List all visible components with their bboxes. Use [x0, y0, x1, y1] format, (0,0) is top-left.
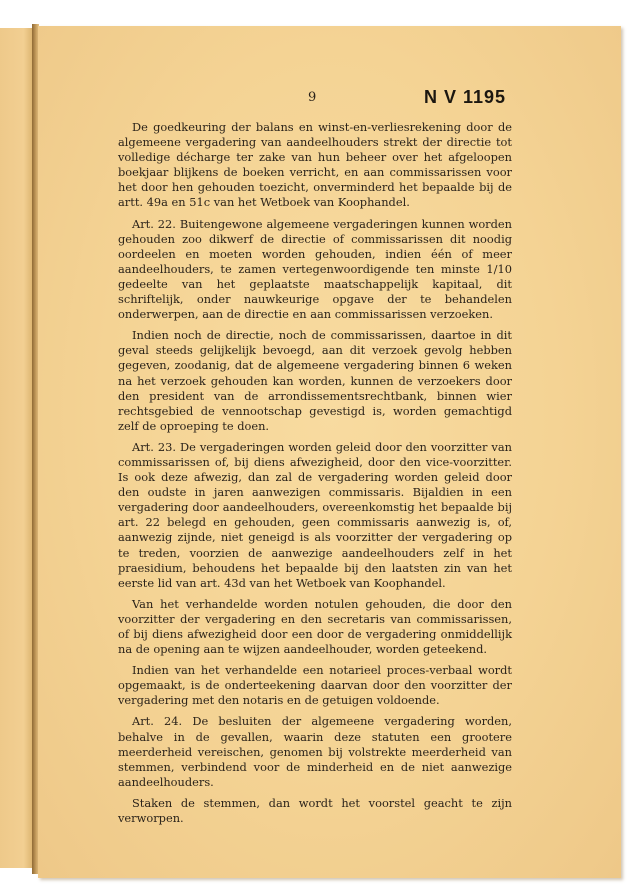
- text-column: [118, 120, 512, 826]
- paragraph-art-22: Art. 22. Buitengewone algemeene vergaderingen kunnen worden gehouden zoo dikwerf de directie of commissarissen dit noodig oordeelen en moeten worden gehouden, indien één of meer aandeelhouders, te zamen vertegenwoordigende ten minste 1/10 gedeelte van het geplaatste maatschappelijk kapitaal, dit schriftelijk, onder nauwkeurige opgave der te behandelen onderwerpen, aan de directie en aan commissarissen verzoeken.: [118, 216, 512, 322]
- paragraph-minutes: Van het verhandelde worden notulen gehouden, die door den voorzitter der vergadering en den secretaris van commissarissen, of bij diens afwezigheid door een door de vergadering onmiddellijk na de opening aan te wijzen aandeelhouder, worden geteekend.: [118, 596, 512, 657]
- paragraph-notarial-record: Indien van het verhandelde een notarieel proces-verbaal wordt opgemaakt, is de onderteekening daarvan door den voorzitter der vergadering met den notaris en de getuigen voldoende.: [118, 663, 512, 708]
- paragraph-art-23: Art. 23. De vergaderingen worden geleid door den voorzitter van commissarissen of, bij diens afwezigheid, door den vice-voorzitter. Is ook deze afwezig, dan zal de vergadering worden geleid door den oudste in jaren aanwezigen commissaris. Bijaldien in een vergadering door aandeelhouders, overeenkomstig het bepaalde bij art. 22 belegd en gehouden, geen commissaris aanwezig is, of, aanwezig zijnde, niet geneigd is als voorzitter der vergadering op te treden, voorzien de aanwezige aandeelhouders zelf in het praesidium, behoudens het bepaalde bij den laatsten zin van het eerste lid van art. 43d van het Wetboek van Koophandel.: [118, 439, 512, 590]
- paragraph-tied-vote: Staken de stemmen, dan wordt het voorstel geacht te zijn verworpen.: [118, 795, 512, 826]
- paragraph-balance-approval: De goedkeuring der balans en winst-en-verliesrekening door de algemeene vergadering van aandeelhouders strekt der directie tot volledige décharge ter zake van hun beheer over het afgeloopen boekjaar blijkens de boeken verricht, en aan commissarissen voor het door hen gehouden toezicht, onverminderd het bepaalde bij de artt. 49a en 51c van het Wetboek van Koophandel.: [118, 120, 512, 210]
- paragraph-art-22-court: Indien noch de directie, noch de commissarissen, daartoe in dit geval steeds gelijkelijk bevoegd, aan dit verzoek gevolg hebben gegeven, zoodanig, dat de algemeene vergadering binnen 6 weken na het verzoek gehouden kan worden, kunnen de verzoekers door den president van de arrondissementsrechtbank, binnen wier rechtsgebied de vennootschap gevestigd is, worden gemachtigd zelf de oproeping te doen.: [118, 328, 512, 433]
- document-code: N V 1195: [424, 87, 507, 107]
- left-page-edge: [0, 28, 34, 868]
- paragraph-art-24: Art. 24. De besluiten der algemeene vergadering worden, behalve in de gevallen, waarin deze statuten een grootere meerderheid vereischen, genomen bij volstrekte meerderheid van stemmen, verbindend voor de minderheid en de niet aanwezige aandeelhouders.: [118, 714, 512, 789]
- page-number: 9: [308, 90, 317, 105]
